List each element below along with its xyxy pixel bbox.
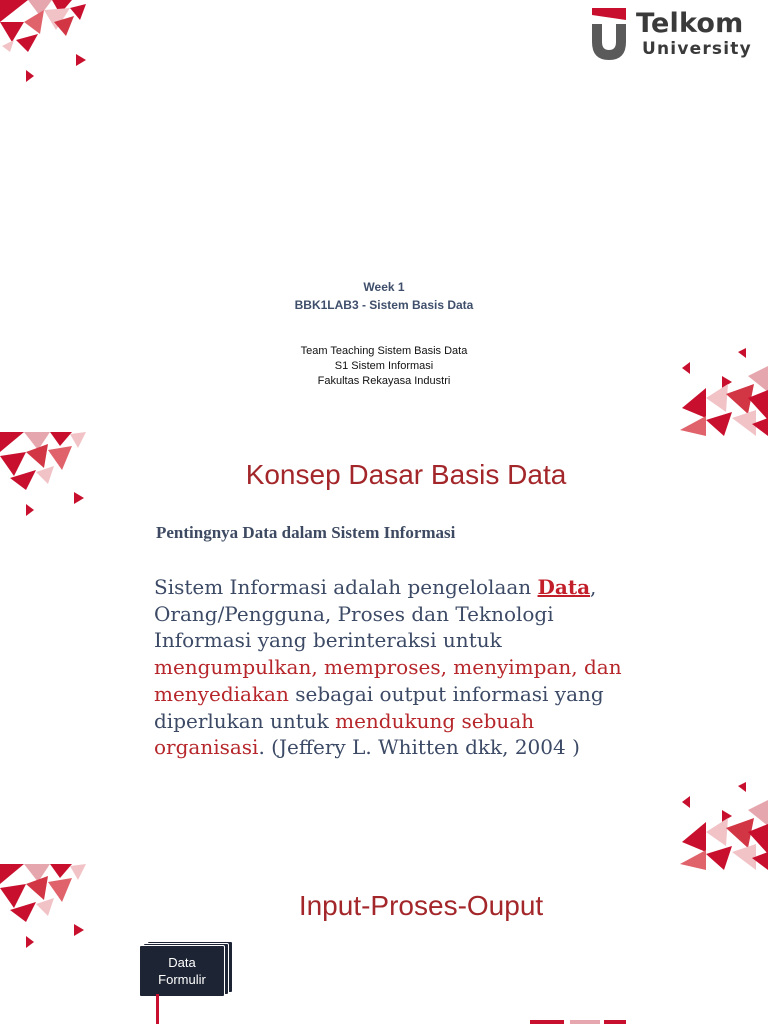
logo-sub-text: University (642, 39, 752, 59)
data-formulir-card-stack (139, 941, 227, 993)
top-left-triangle-decoration (0, 0, 90, 85)
course-title: BBK1LAB3 - Sistem Basis Data (294, 298, 474, 312)
logo-brand-text: Telkom (636, 8, 744, 39)
para-highlight-actions: mengumpulkan, memproses, menyimpan, dan menyediakan (154, 655, 622, 706)
section-title-ipo: Input-Proses-Ouput (298, 890, 544, 921)
para-mid: sebagai output informasi yang diperlukan untuk (154, 681, 604, 733)
definition-paragraph (154, 574, 624, 761)
week-label: Week 1 (363, 280, 405, 294)
para-citation: . (Jeffery L. Whitten dkk, 2004 ) (258, 735, 580, 760)
telkom-emblem-icon (588, 6, 630, 62)
para-highlight-support: mendukung sebuah organisasi (154, 708, 535, 760)
team-info (0, 344, 768, 389)
para-line2: , Orang/Pengguna, Proses dan Teknologi Informasi yang berinteraksi untuk (154, 575, 597, 653)
card-line-1: Data (168, 955, 196, 970)
section-subtitle: Pentingnya Data dalam Sistem Informasi (156, 523, 456, 542)
telkom-university-logo (588, 6, 758, 64)
para-intro: Sistem Informasi adalah pengelolaan (154, 575, 538, 599)
card-front (139, 945, 225, 997)
program-name: S1 Sistem Informasi (334, 360, 434, 372)
para-data-highlight: Data (537, 575, 591, 599)
connector-line (156, 994, 159, 1024)
team-name: Team Teaching Sistem Basis Data (300, 345, 468, 357)
right-triangle-decoration-2 (676, 780, 768, 870)
card-line-2: Formulir (158, 972, 206, 987)
bottom-right-red-shape (530, 1018, 630, 1024)
faculty-name: Fakultas Rekayasa Industri (317, 375, 451, 387)
section-title-konsep: Konsep Dasar Basis Data (245, 459, 567, 490)
